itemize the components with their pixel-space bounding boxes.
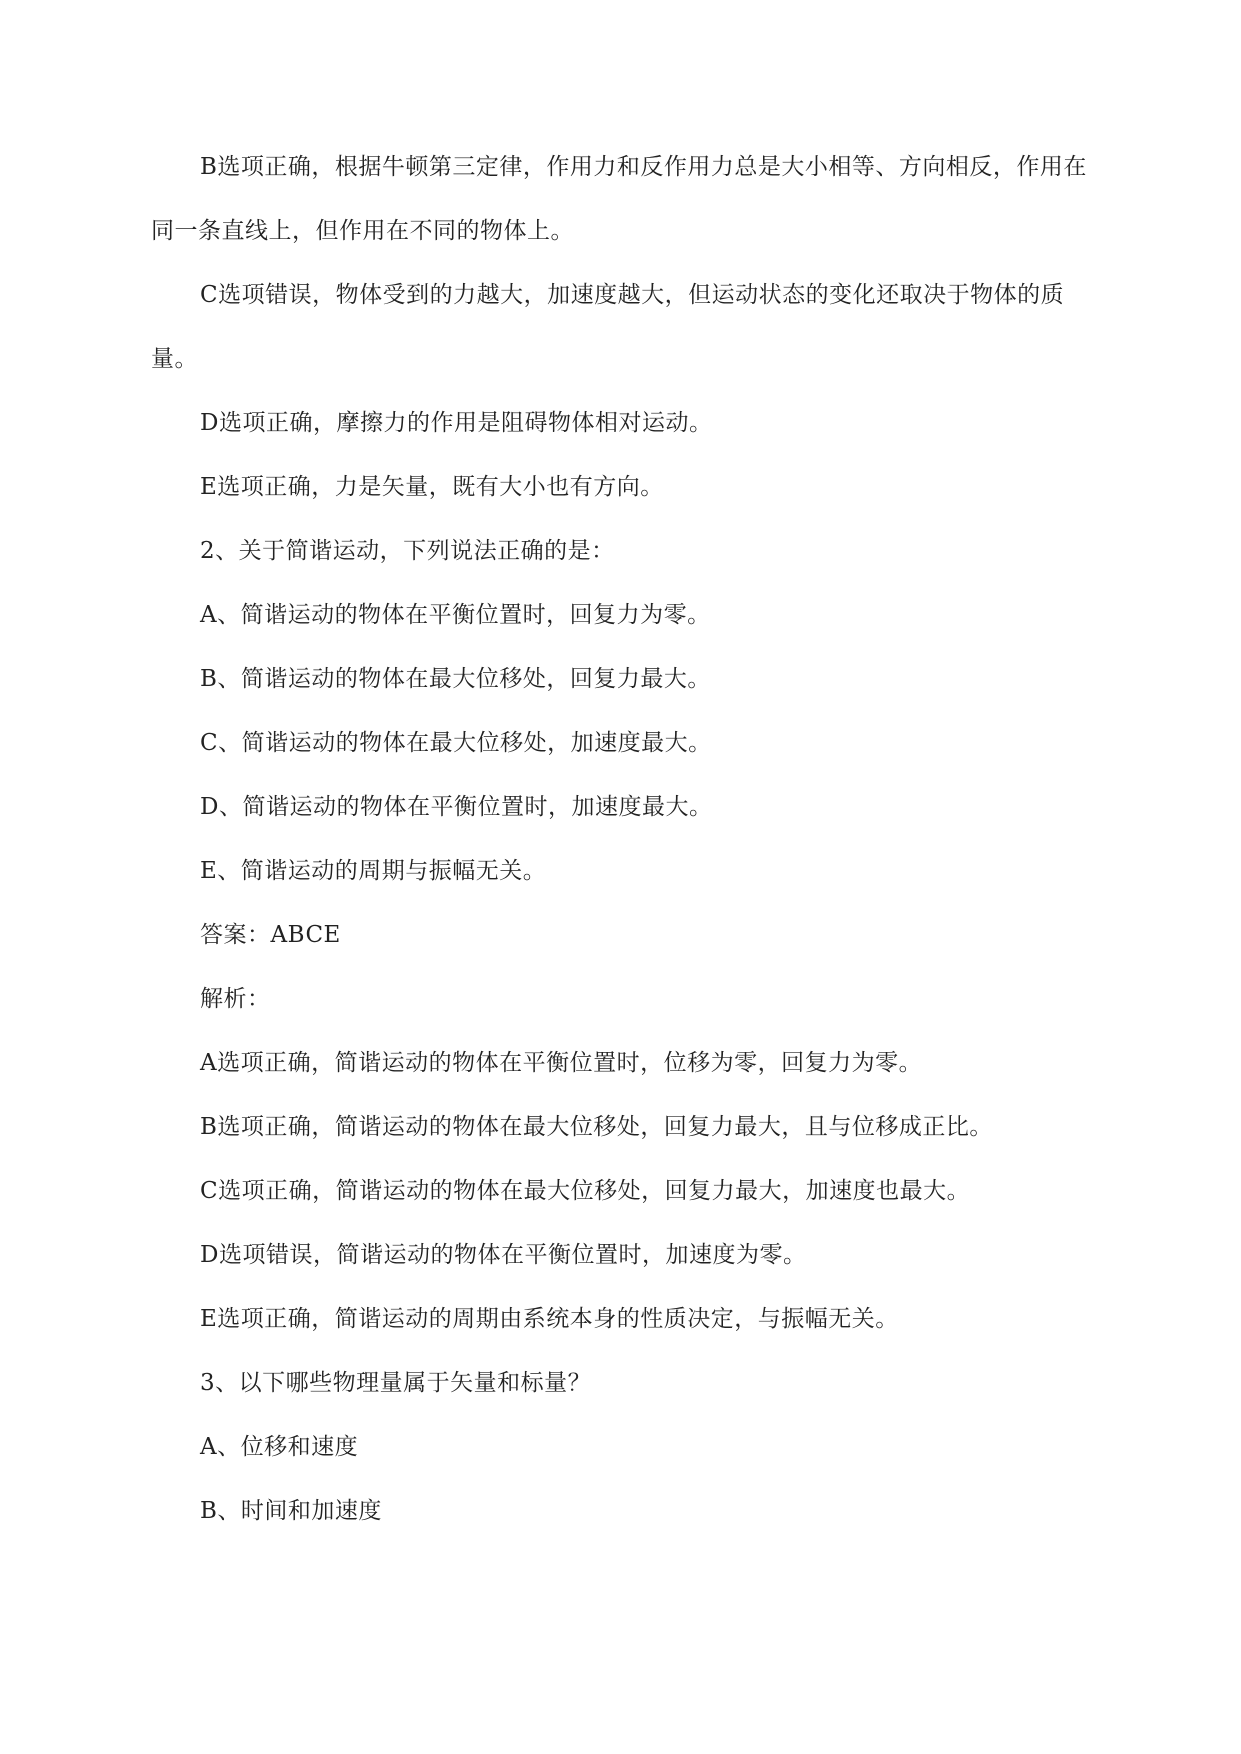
explanation-d-friction: D选项正确，摩擦力的作用是阻碍物体相对运动。: [200, 410, 713, 436]
question-2-analysis-e: E选项正确，简谐运动的周期由系统本身的性质决定，与振幅无关。: [200, 1306, 899, 1332]
question-2-analysis-d: D选项错误，简谐运动的物体在平衡位置时，加速度为零。: [200, 1242, 807, 1268]
question-2: 2、关于简谐运动，下列说法正确的是：: [200, 538, 615, 564]
question-2-answer: 答案：ABCE: [200, 922, 341, 948]
document-body: [151, 135, 1090, 1543]
question-2-analysis-c: C选项正确，简谐运动的物体在最大位移处，回复力最大，加速度也最大。: [200, 1178, 971, 1204]
explanation-c-force-acceleration: C选项错误，物体受到的力越大，加速度越大，但运动状态的变化还取决于物体的质量。: [151, 282, 1065, 372]
question-2-analysis-heading: 解析：: [200, 986, 271, 1012]
question-2-option-a: A、简谐运动的物体在平衡位置时，回复力为零。: [200, 602, 711, 628]
question-2-option-e: E、简谐运动的周期与振幅无关。: [200, 858, 547, 884]
question-3-option-b: B、时间和加速度: [200, 1498, 382, 1524]
question-2-analysis-a: A选项正确，简谐运动的物体在平衡位置时，位移为零，回复力为零。: [200, 1050, 923, 1076]
question-3: 3、以下哪些物理量属于矢量和标量？: [200, 1370, 592, 1396]
explanation-b-newton-third-law: B选项正确，根据牛顿第三定律，作用力和反作用力总是大小相等、方向相反，作用在同一条直线上，但作用在不同的物体上。: [151, 154, 1087, 244]
question-3-option-a: A、位移和速度: [200, 1434, 359, 1460]
question-2-analysis-b: B选项正确，简谐运动的物体在最大位移处，回复力最大，且与位移成正比。: [200, 1114, 993, 1140]
question-2-option-b: B、简谐运动的物体在最大位移处，回复力最大。: [200, 666, 711, 692]
question-2-option-d: D、简谐运动的物体在平衡位置时，加速度最大。: [200, 794, 713, 820]
question-2-option-c: C、简谐运动的物体在最大位移处，加速度最大。: [200, 730, 712, 756]
explanation-e-force-vector: E选项正确，力是矢量，既有大小也有方向。: [200, 474, 664, 500]
